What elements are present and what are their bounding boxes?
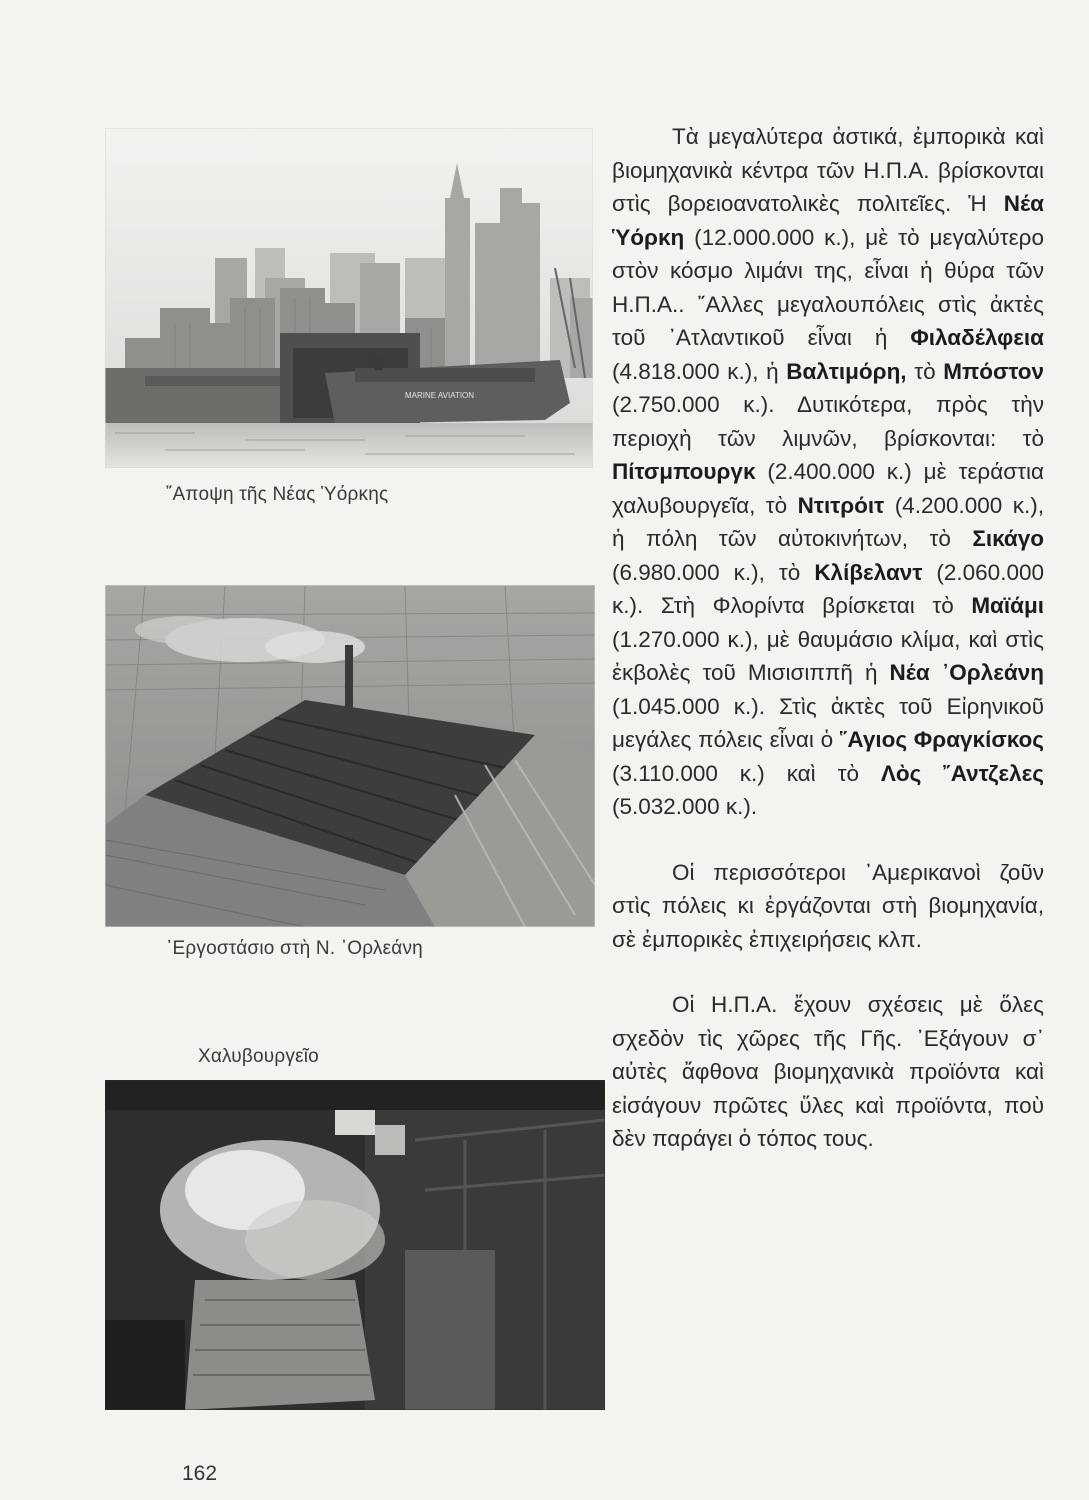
factory-caption: ᾿Εργοστάσιο στὴ Ν. ᾿Ορλεάνη (166, 938, 423, 959)
text-run: (4.200.000 κ.), ἡ πόλη τῶν αὐτοκινήτων, τὸ (612, 492, 1044, 551)
city-chicago: Σικάγο (972, 526, 1044, 551)
text-run: (6.980.000 κ.), τὸ (612, 559, 815, 585)
text-run: (5.032.000 κ.). (612, 794, 758, 819)
city-pittsburgh: Πίτσμπουργκ (612, 459, 756, 484)
page-number: 162 (182, 1462, 218, 1485)
city-new-york: Νέα Ὑόρκη (612, 191, 1044, 250)
text-run: (4.818.000 κ.), ἡ (612, 358, 787, 384)
city-philadelphia: Φιλαδέλφεια (910, 325, 1044, 350)
text-run: (2.060.000 κ.). Στὴ Φλορίντα βρίσκεται τὸ (612, 559, 1044, 618)
text-run: (1.270.000 κ.), μὲ θαυμάσιο κλίμα, καὶ στὶς ἐκβολὲς τοῦ Μισισιππῆ ἡ (612, 626, 1044, 685)
steelworks-photo (105, 1080, 605, 1410)
text-run: Τὰ μεγαλύτερα ἀστικά, ἐμπορικὰ καὶ βιομηχανικὰ κέντρα τῶν Η.Π.Α. βρίσκονται στὶς βορειοανατολικὲς πολιτεῖες. Ἡ (612, 124, 1044, 216)
text-run: (1.045.000 κ.). Στὶς ἀκτὲς τοῦ Εἰρηνικοῦ μεγάλες πόλεις εἶναι ὁ (612, 693, 1044, 752)
city-miami: Μαϊάμι (971, 593, 1044, 618)
city-los-angeles: Λὸς ῎Αντζελες (880, 760, 1044, 786)
text-run: (12.000.000 κ.), μὲ τὸ μεγαλύτερο στὸν κόσμο λιμάνι της, εἶναι ἡ θύρα τῶν Η.Π.Α.. ῎Αλλες μεγαλουπόλεις στὶς ἀκτὲς τοῦ ᾿Ατλαντικοῦ εἶναι ἡ (612, 224, 1044, 350)
factory-photo (105, 585, 595, 927)
city-baltimore: Βαλτιμόρη, (786, 358, 907, 384)
text-run: (3.110.000 κ.) καὶ τὸ (612, 760, 881, 786)
paragraph-trade: Οἱ Η.Π.Α. ἔχουν σχέσεις μὲ ὅλες σχεδὸν τὶς χῶρες τῆς Γῆς. ᾿Εξάγουν σ᾿ αὐτὲς ἄφθονα βιομηχανικὰ προϊόντα καὶ εἰσάγουν πρῶτες ὕλες καὶ προϊόντα, ποὺ δὲν παράγει ὁ τόπος τους. (612, 992, 1044, 1151)
text-run: (2.400.000 κ.) μὲ τεράστια χαλυβουργεῖα, τὸ (612, 459, 1044, 518)
paragraph-population: Οἱ περισσότεροι ᾿Αμερικανοὶ ζοῦν στὶς πόλεις κι ἐργάζονται στὴ βιομηχανία, σὲ ἐμπορικὲς ἐπιχειρήσεις κλπ. (612, 859, 1044, 952)
text-run: (2.750.000 κ.). Δυτικότερα, πρὸς τὴν περιοχὴ τῶν λιμνῶν, βρίσκονται: τὸ (612, 392, 1044, 451)
main-text-column (612, 120, 1044, 1156)
city-new-orleans: Νέα ᾿Ορλεάνη (889, 660, 1044, 685)
text-run: τὸ (906, 358, 944, 384)
new-york-photo (105, 128, 593, 468)
steelworks-caption: Χαλυβουργεῖο (198, 1046, 319, 1067)
city-boston: Μπόστον (943, 358, 1045, 384)
paragraph-cities (612, 120, 1044, 824)
city-cleveland: Κλίβελαντ (814, 559, 923, 585)
new-york-caption: ῎Αποψη τῆς Νέας Ὑόρκης (166, 484, 389, 505)
city-san-francisco: ῞Αγιος Φραγκίσκος (839, 727, 1044, 752)
city-detroit: Ντιτρόιτ (797, 492, 885, 518)
ship-lettering: MARINE AVIATION (405, 391, 475, 400)
